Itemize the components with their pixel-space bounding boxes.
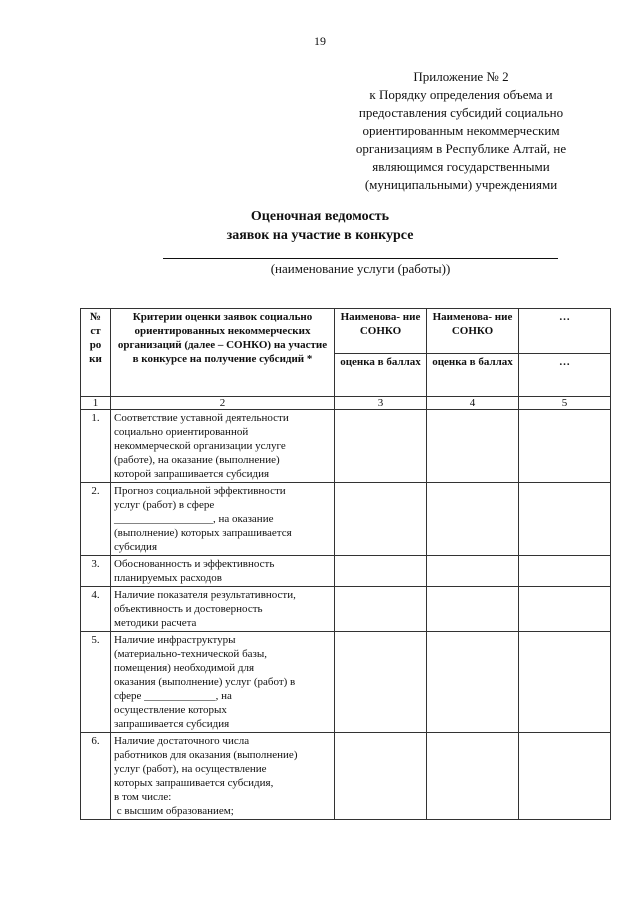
page-number: 19 xyxy=(314,34,326,48)
criterion-line: Прогноз социальной эффективности xyxy=(114,485,286,497)
appendix-line: (муниципальными) учреждениями xyxy=(364,177,558,192)
row-number: 3. xyxy=(81,556,111,587)
header-org-name-1: Наименова- ние СОНКО xyxy=(335,309,427,354)
document-title xyxy=(0,207,640,245)
score-cell xyxy=(519,556,611,587)
criterion-line: осуществление которых xyxy=(114,704,227,716)
criterion-line: Наличие достаточного числа xyxy=(114,735,250,747)
criterion-line: с высшим образованием; xyxy=(114,805,234,817)
header-criteria: Критерии оценки заявок социально ориентированных некоммерческих организаций (далее – СОНКО) на участие в конкурсе на получение субсидий * xyxy=(111,309,335,397)
criterion-line: объективность и достоверность xyxy=(114,603,263,615)
criterion-text xyxy=(111,556,335,587)
column-number: 5 xyxy=(519,397,611,410)
column-number: 2 xyxy=(111,397,335,410)
criterion-line: социально ориентированной xyxy=(114,426,249,438)
criterion-text xyxy=(111,733,335,820)
criterion-line: (выполнение) которых запрашивается xyxy=(114,527,292,539)
header-more-scores: … xyxy=(519,354,611,397)
appendix-line: являющимся государственными xyxy=(372,159,550,174)
score-cell xyxy=(335,587,427,632)
row-number: 1. xyxy=(81,410,111,483)
criterion-line: которых запрашивается субсидия, xyxy=(114,777,274,789)
column-number: 1 xyxy=(81,397,111,410)
criterion-text xyxy=(111,483,335,556)
score-cell xyxy=(519,483,611,556)
criterion-line: __________________, на оказание xyxy=(114,513,274,525)
criterion-line: которой запрашивается субсидия xyxy=(114,468,270,480)
document-title-line2: заявок на участие в конкурсе xyxy=(226,228,414,243)
header-row-number: № ст ро ки xyxy=(81,309,111,397)
row-number: 4. xyxy=(81,587,111,632)
score-cell xyxy=(427,410,519,483)
criterion-line: помещения) необходимой для xyxy=(114,662,255,674)
score-cell xyxy=(427,733,519,820)
header-more-orgs: … xyxy=(519,309,611,354)
table-row xyxy=(81,410,611,483)
score-cell xyxy=(335,556,427,587)
criterion-line: (работе), на оказание (выполнение) xyxy=(114,454,280,466)
criterion-line: в том числе: xyxy=(114,791,172,803)
score-cell xyxy=(335,483,427,556)
evaluation-table xyxy=(80,308,611,820)
table-header-row xyxy=(81,309,611,354)
row-number: 5. xyxy=(81,632,111,733)
criterion-line: планируемых расходов xyxy=(114,572,222,584)
criterion-line: Обоснованность и эффективность xyxy=(114,558,275,570)
appendix-line: к Порядку определения объема и xyxy=(369,87,553,102)
score-cell xyxy=(519,587,611,632)
criterion-line: услуг (работ) в сфере xyxy=(114,499,215,511)
appendix-line: ориентированным некоммерческим xyxy=(362,123,560,138)
score-cell xyxy=(427,587,519,632)
criterion-line: Наличие показателя результативности, xyxy=(114,589,296,601)
appendix-line: организациям в Республике Алтай, не xyxy=(355,141,567,156)
appendix-line: Приложение № 2 xyxy=(413,69,509,84)
criterion-line: запрашивается субсидия xyxy=(114,718,230,730)
score-cell xyxy=(427,632,519,733)
table-row xyxy=(81,587,611,632)
criterion-text xyxy=(111,410,335,483)
header-org-name-2: Наименова- ние СОНКО xyxy=(427,309,519,354)
document-title-line1: Оценочная ведомость xyxy=(250,209,390,224)
table-row xyxy=(81,556,611,587)
appendix-line: предоставления субсидий социально xyxy=(358,105,564,120)
column-number: 3 xyxy=(335,397,427,410)
criterion-line: Соответствие уставной деятельности xyxy=(114,412,289,424)
column-number-row xyxy=(81,397,611,410)
service-name-blank-line xyxy=(163,258,558,259)
criterion-line: оказания (выполнение) услуг (работ) в xyxy=(114,676,296,688)
table-row xyxy=(81,632,611,733)
table-row xyxy=(81,733,611,820)
appendix-heading xyxy=(330,68,592,194)
table-row xyxy=(81,483,611,556)
column-number: 4 xyxy=(427,397,519,410)
score-cell xyxy=(519,632,611,733)
criterion-line: (материально-технической базы, xyxy=(114,648,268,660)
score-cell xyxy=(427,556,519,587)
score-cell xyxy=(335,410,427,483)
criterion-line: сфере _____________, на xyxy=(114,690,232,702)
header-score-2: оценка в баллах xyxy=(427,354,519,397)
criterion-line: Наличие инфраструктуры xyxy=(114,634,236,646)
criterion-text xyxy=(111,587,335,632)
criterion-line: методики расчета xyxy=(114,617,197,629)
criterion-line: некоммерческой организации услуге xyxy=(114,440,286,452)
criterion-line: субсидия xyxy=(114,541,158,553)
score-cell xyxy=(335,733,427,820)
score-cell xyxy=(427,483,519,556)
header-score-1: оценка в баллах xyxy=(335,354,427,397)
row-number: 2. xyxy=(81,483,111,556)
score-cell xyxy=(519,410,611,483)
score-cell xyxy=(519,733,611,820)
criterion-line: услуг (работ), на осуществление xyxy=(114,763,267,775)
criterion-line: работников для оказания (выполнение) xyxy=(114,749,298,761)
criterion-text xyxy=(111,632,335,733)
row-number: 6. xyxy=(81,733,111,820)
service-name-caption: (наименование услуги (работы)) xyxy=(270,261,451,276)
score-cell xyxy=(335,632,427,733)
